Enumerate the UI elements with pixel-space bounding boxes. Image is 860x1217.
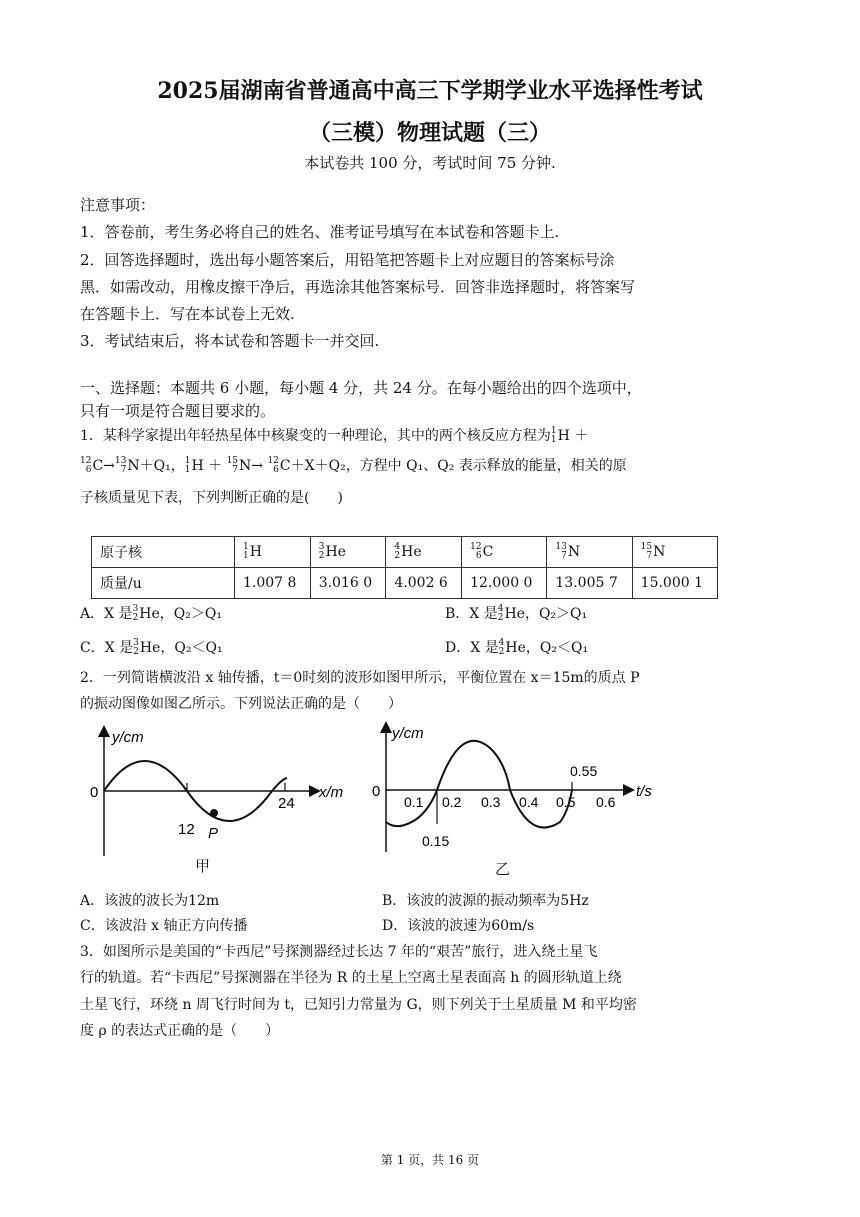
table-cell: 15.000 1 — [632, 568, 717, 599]
origin-label: 0 — [90, 784, 99, 801]
tick-label: 0.6 — [596, 794, 616, 810]
mass-table — [91, 536, 718, 599]
table-cell: 3.016 0 — [310, 568, 386, 599]
q1-line3: 子核质量见下表，下列判断正确的是( ) — [80, 490, 343, 506]
table-cell: 1 1 H — [235, 537, 311, 568]
q1-option-d-label: D．X 是 — [445, 640, 499, 656]
q3-line4: 度 ρ 的表达式正确的是（ ） — [80, 1023, 280, 1039]
q1-option-a: A．X 是 3 2 He，Q₂＞Q₁ — [80, 604, 222, 623]
t-axis-label: t/s — [636, 783, 652, 800]
exam-info: 本试卷共 100 分，考试时间 75 分钟. — [304, 154, 556, 172]
table-row — [92, 537, 718, 568]
tick-label: 12 — [178, 821, 195, 838]
y-axis-label: y/cm — [392, 725, 424, 742]
q2-line1: 2．一列简谐横波沿 x 轴传播，t＝0时刻的波形如图甲所示，平衡位置在 x＝15m的质点 P — [80, 670, 640, 686]
q1-option-b-label: B．X 是 — [445, 606, 498, 622]
nuclide-n13: 13 7 N — [114, 456, 140, 475]
tick-label: 0.5 — [556, 794, 576, 810]
note-1: 1．答卷前，考生务必将自己的姓名、准考证号填写在本试卷和答题卡上. — [80, 223, 560, 241]
q3-line3: 土星飞行，环绕 n 周飞行时间为 t，已知引力常量为 G，则下列关于土星质量 M 和平均密 — [80, 997, 637, 1013]
table-cell: 3 2 He — [310, 537, 386, 568]
table-header-cell: 原子核 — [92, 537, 235, 568]
vibration-curve — [386, 741, 572, 828]
x-axis-label: x/m — [319, 784, 344, 801]
note-2c: 在答题卡上．写在本试卷上无效. — [80, 305, 295, 323]
nuclide-n15: 15 7 N — [226, 456, 252, 475]
notes-heading: 注意事项： — [80, 196, 156, 214]
q1-line2: 12 6 C→ 13 7 N＋Q₁， 1 1 H ＋ 15 7 N→ 12 6 C＋X＋Q₂，方程中 Q₁、Q₂ 表示释放的能量，相关的原 — [80, 456, 627, 475]
q2-option-c: C．该波沿 x 轴正方向传播 — [80, 918, 248, 934]
table-cell: 12.000 0 — [462, 568, 547, 599]
table-cell: 12 6 C — [462, 537, 547, 568]
page-footer: 第 1 页，共 16 页 — [380, 1153, 480, 1167]
page-subtitle: （三模）物理试题（三） — [308, 120, 551, 146]
q3-line1: 3．如图所示是美国的“卡西尼”号探测器经过长达 7 年的“艰苦”旅行，进入绕土星飞 — [80, 944, 598, 960]
point-p-label: P — [208, 825, 219, 842]
section-1-line2: 只有一项是符合题目要求的。 — [80, 402, 276, 420]
note-2b: 黑．如需改动，用橡皮擦干净后，再选涂其他答案标号．回答非选择题时，将答案写 — [80, 278, 636, 296]
q1-option-a-label: A．X 是 — [80, 606, 133, 622]
q1-option-c-label: C．X 是 — [80, 640, 134, 656]
figure-yi — [370, 712, 670, 872]
tick-label: 24 — [278, 795, 295, 812]
q1-intro: 1．某科学家提出年轻热星体中核聚变的一种理论，其中的两个核反应方程为 — [80, 428, 551, 444]
q1-option-a-rest: ，Q₂＞Q₁ — [159, 606, 222, 622]
table-cell: 15 7 N — [632, 537, 717, 568]
nuclide-c12: 12 6 C — [80, 456, 104, 475]
nuclide-h1-b: 1 1 H — [184, 456, 204, 475]
table-cell: 13.005 7 — [547, 568, 632, 599]
q3-line2: 行的轨道。若“卡西尼”号探测器在半径为 R 的土星上空离土星表面高 h 的圆形轨道上绕 — [80, 970, 622, 986]
tick-label: 0.3 — [481, 794, 501, 810]
q1-option-b-rest: ，Q₂＞Q₁ — [524, 606, 588, 622]
q1-option-c-rest: ，Q₂＜Q₁ — [160, 640, 223, 656]
point-p — [210, 809, 218, 817]
table-cell: 1.007 8 — [235, 568, 311, 599]
q1-option-c: C．X 是 3 2 He，Q₂＜Q₁ — [80, 638, 223, 657]
nuclide-h1: 1 1 H — [550, 426, 570, 445]
label-055: 0.55 — [570, 763, 598, 779]
figure-jia-caption: 甲 — [195, 857, 211, 875]
q2-option-b: B．该波的波源的振动频率为5Hz — [382, 893, 589, 909]
label-015: 0.15 — [422, 833, 450, 849]
table-row — [92, 568, 718, 599]
section-1-line1: 一、选择题：本题共 6 小题，每小题 4 分，共 24 分。在每小题给出的四个选项中， — [80, 379, 642, 397]
q1-line1: 1．某科学家提出年轻热星体中核聚变的一种理论，其中的两个核反应方程为 1 1 H ＋ — [80, 426, 589, 445]
q2-option-d: D．该波的波速为60m/s — [382, 918, 535, 934]
y-axis-label: y/cm — [112, 729, 144, 746]
note-3: 3．考试结束后，将本试卷和答题卡一并交回. — [80, 332, 380, 350]
page-title: 2025届湖南省普通高中高三下学期学业水平选择性考试 — [157, 78, 703, 104]
table-header-cell: 质量/u — [92, 568, 235, 599]
table-cell: 13 7 N — [547, 537, 632, 568]
q1-option-b: B．X 是 4 2 He，Q₂＞Q₁ — [445, 604, 588, 623]
figure-yi-caption: 乙 — [495, 860, 511, 878]
note-2a: 2．回答选择题时，选出每小题答案后，用铅笔把答题卡上对应题目的答案标号涂 — [80, 251, 615, 269]
q1-option-d: D．X 是 4 2 He，Q₂＜Q₁ — [445, 638, 589, 657]
table-cell: 4.002 6 — [386, 568, 462, 599]
tick-label: 0.4 — [519, 794, 539, 810]
origin-label: 0 — [372, 783, 381, 800]
q1-mid: ，方程中 Q₁、Q₂ 表示释放的能量，相关的原 — [345, 458, 627, 474]
q2-option-a: A．该波的波长为12m — [80, 893, 220, 909]
tick-label: 0.1 — [404, 794, 424, 810]
table-cell: 4 2 He — [386, 537, 462, 568]
tick-label: 0.2 — [442, 794, 462, 810]
q2-line2: 的振动图像如图乙所示。下列说法正确的是（ ） — [80, 696, 402, 712]
nuclide-c12-b: 12 6 C — [267, 456, 291, 475]
figure-jia — [82, 716, 362, 876]
q1-option-d-rest: ，Q₂＜Q₁ — [525, 640, 589, 656]
